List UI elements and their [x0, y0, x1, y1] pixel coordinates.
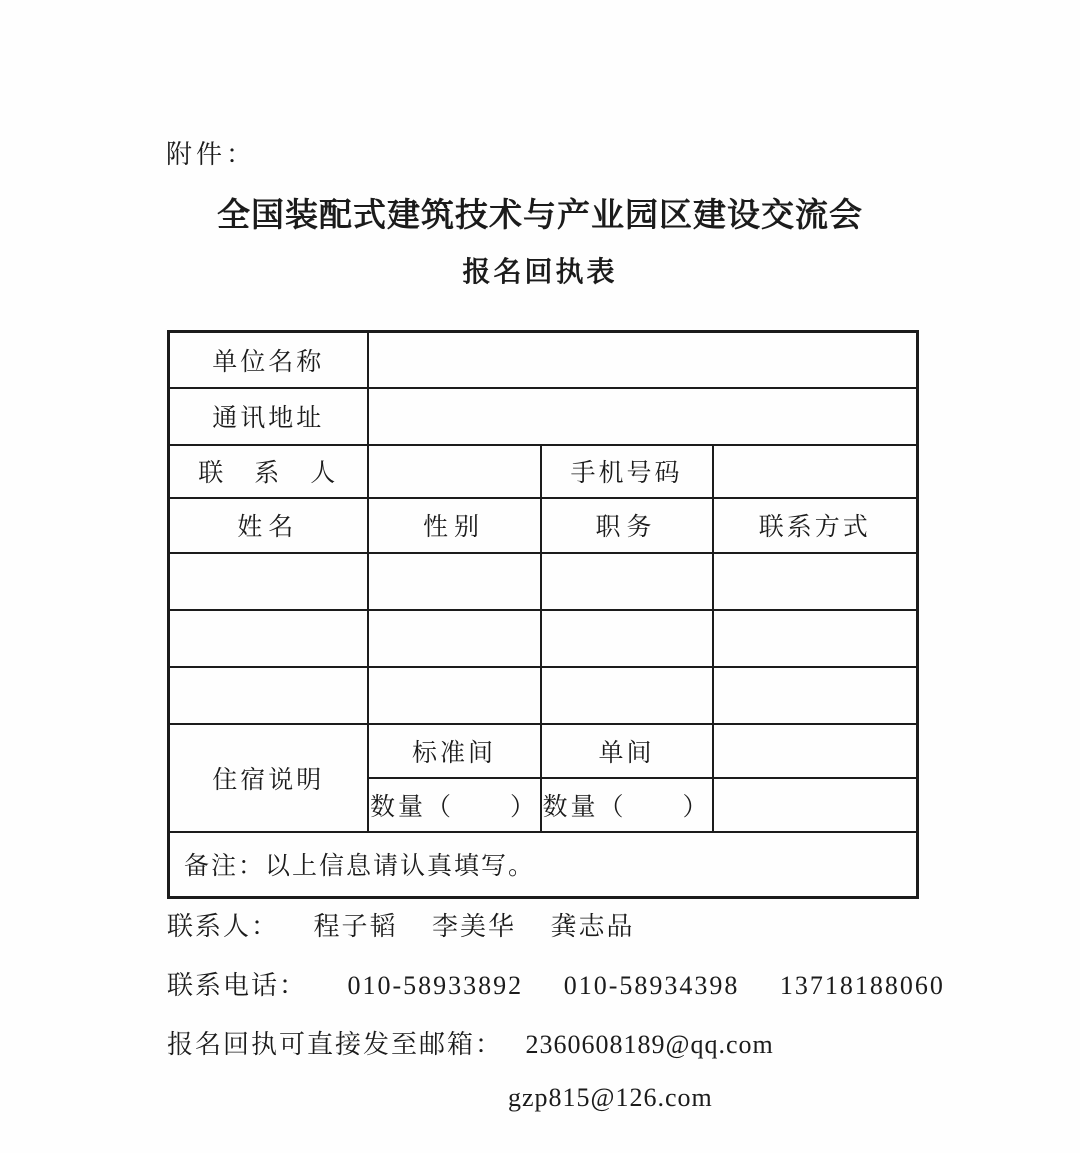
accommodation-extra-cell	[713, 724, 918, 778]
mobile-label-cell: 手机号码	[541, 445, 713, 498]
footer-contacts-line	[167, 906, 635, 943]
contact-name: 李美华	[432, 912, 517, 941]
phone-number: 010-58934398	[563, 971, 740, 1000]
attendee-gender-cell	[368, 610, 541, 667]
footer-email-line-2	[508, 1083, 713, 1113]
accommodation-label-cell: 住宿说明	[169, 724, 368, 832]
document-subtitle: 报名回执表	[462, 257, 618, 288]
email-secondary: gzp815@126.com	[508, 1083, 713, 1112]
row-unit-name	[169, 332, 918, 388]
attendee-row-3	[169, 667, 918, 724]
attendee-name-cell	[169, 553, 368, 610]
attendee-name-cell	[169, 667, 368, 724]
accommodation-extra-cell	[713, 778, 918, 832]
attendee-gender-cell	[368, 667, 541, 724]
phone-number: 13718188060	[779, 971, 945, 1000]
row-remark	[169, 832, 918, 898]
email-primary: 2360608189@qq.com	[525, 1030, 774, 1059]
footer-phones-line	[167, 965, 945, 1002]
standard-room-label-cell: 标准间	[368, 724, 541, 778]
attendee-row-2	[169, 610, 918, 667]
attendee-contact-cell	[713, 610, 918, 667]
footer-contact-label: 联系人：	[167, 912, 280, 941]
row-contact-person	[169, 445, 918, 498]
footer-phone-label: 联系电话：	[167, 971, 308, 1000]
contact-name: 龚志品	[550, 912, 635, 941]
attendee-contact-cell	[713, 553, 918, 610]
attendee-position-cell	[541, 667, 713, 724]
attendee-position-cell	[541, 610, 713, 667]
attendee-name-cell	[169, 610, 368, 667]
unit-name-label-cell: 单位名称	[169, 332, 368, 388]
header-contact-cell: 联系方式	[713, 498, 918, 553]
attendee-position-cell	[541, 553, 713, 610]
contact-person-value-cell	[368, 445, 541, 498]
footer-email-label: 报名回执可直接发至邮箱：	[167, 1030, 504, 1059]
registration-table	[167, 330, 919, 899]
document-title: 全国装配式建筑技术与产业园区建设交流会	[217, 198, 863, 234]
address-value-cell	[368, 388, 918, 445]
attendee-row-1	[169, 553, 918, 610]
attachment-label: 附件：	[166, 140, 257, 169]
header-position-cell: 职务	[541, 498, 713, 553]
row-address	[169, 388, 918, 445]
row-accommodation-types	[169, 724, 918, 778]
contact-name: 程子韬	[313, 912, 398, 941]
header-name-cell: 姓名	[169, 498, 368, 553]
mobile-value-cell	[713, 445, 918, 498]
header-gender-cell: 性别	[368, 498, 541, 553]
standard-room-qty-cell: 数量（ ）	[368, 778, 541, 832]
remark-cell: 备注：以上信息请认真填写。	[169, 832, 918, 898]
footer-email-line	[167, 1024, 774, 1061]
attendee-contact-cell	[713, 667, 918, 724]
attendee-gender-cell	[368, 553, 541, 610]
single-room-qty-cell: 数量（ ）	[541, 778, 713, 832]
single-room-label-cell: 单间	[541, 724, 713, 778]
row-attendee-header	[169, 498, 918, 553]
phone-number: 010-58933892	[347, 971, 524, 1000]
address-label-cell: 通讯地址	[169, 388, 368, 445]
unit-name-value-cell	[368, 332, 918, 388]
contact-person-label-cell: 联 系 人	[169, 445, 368, 498]
